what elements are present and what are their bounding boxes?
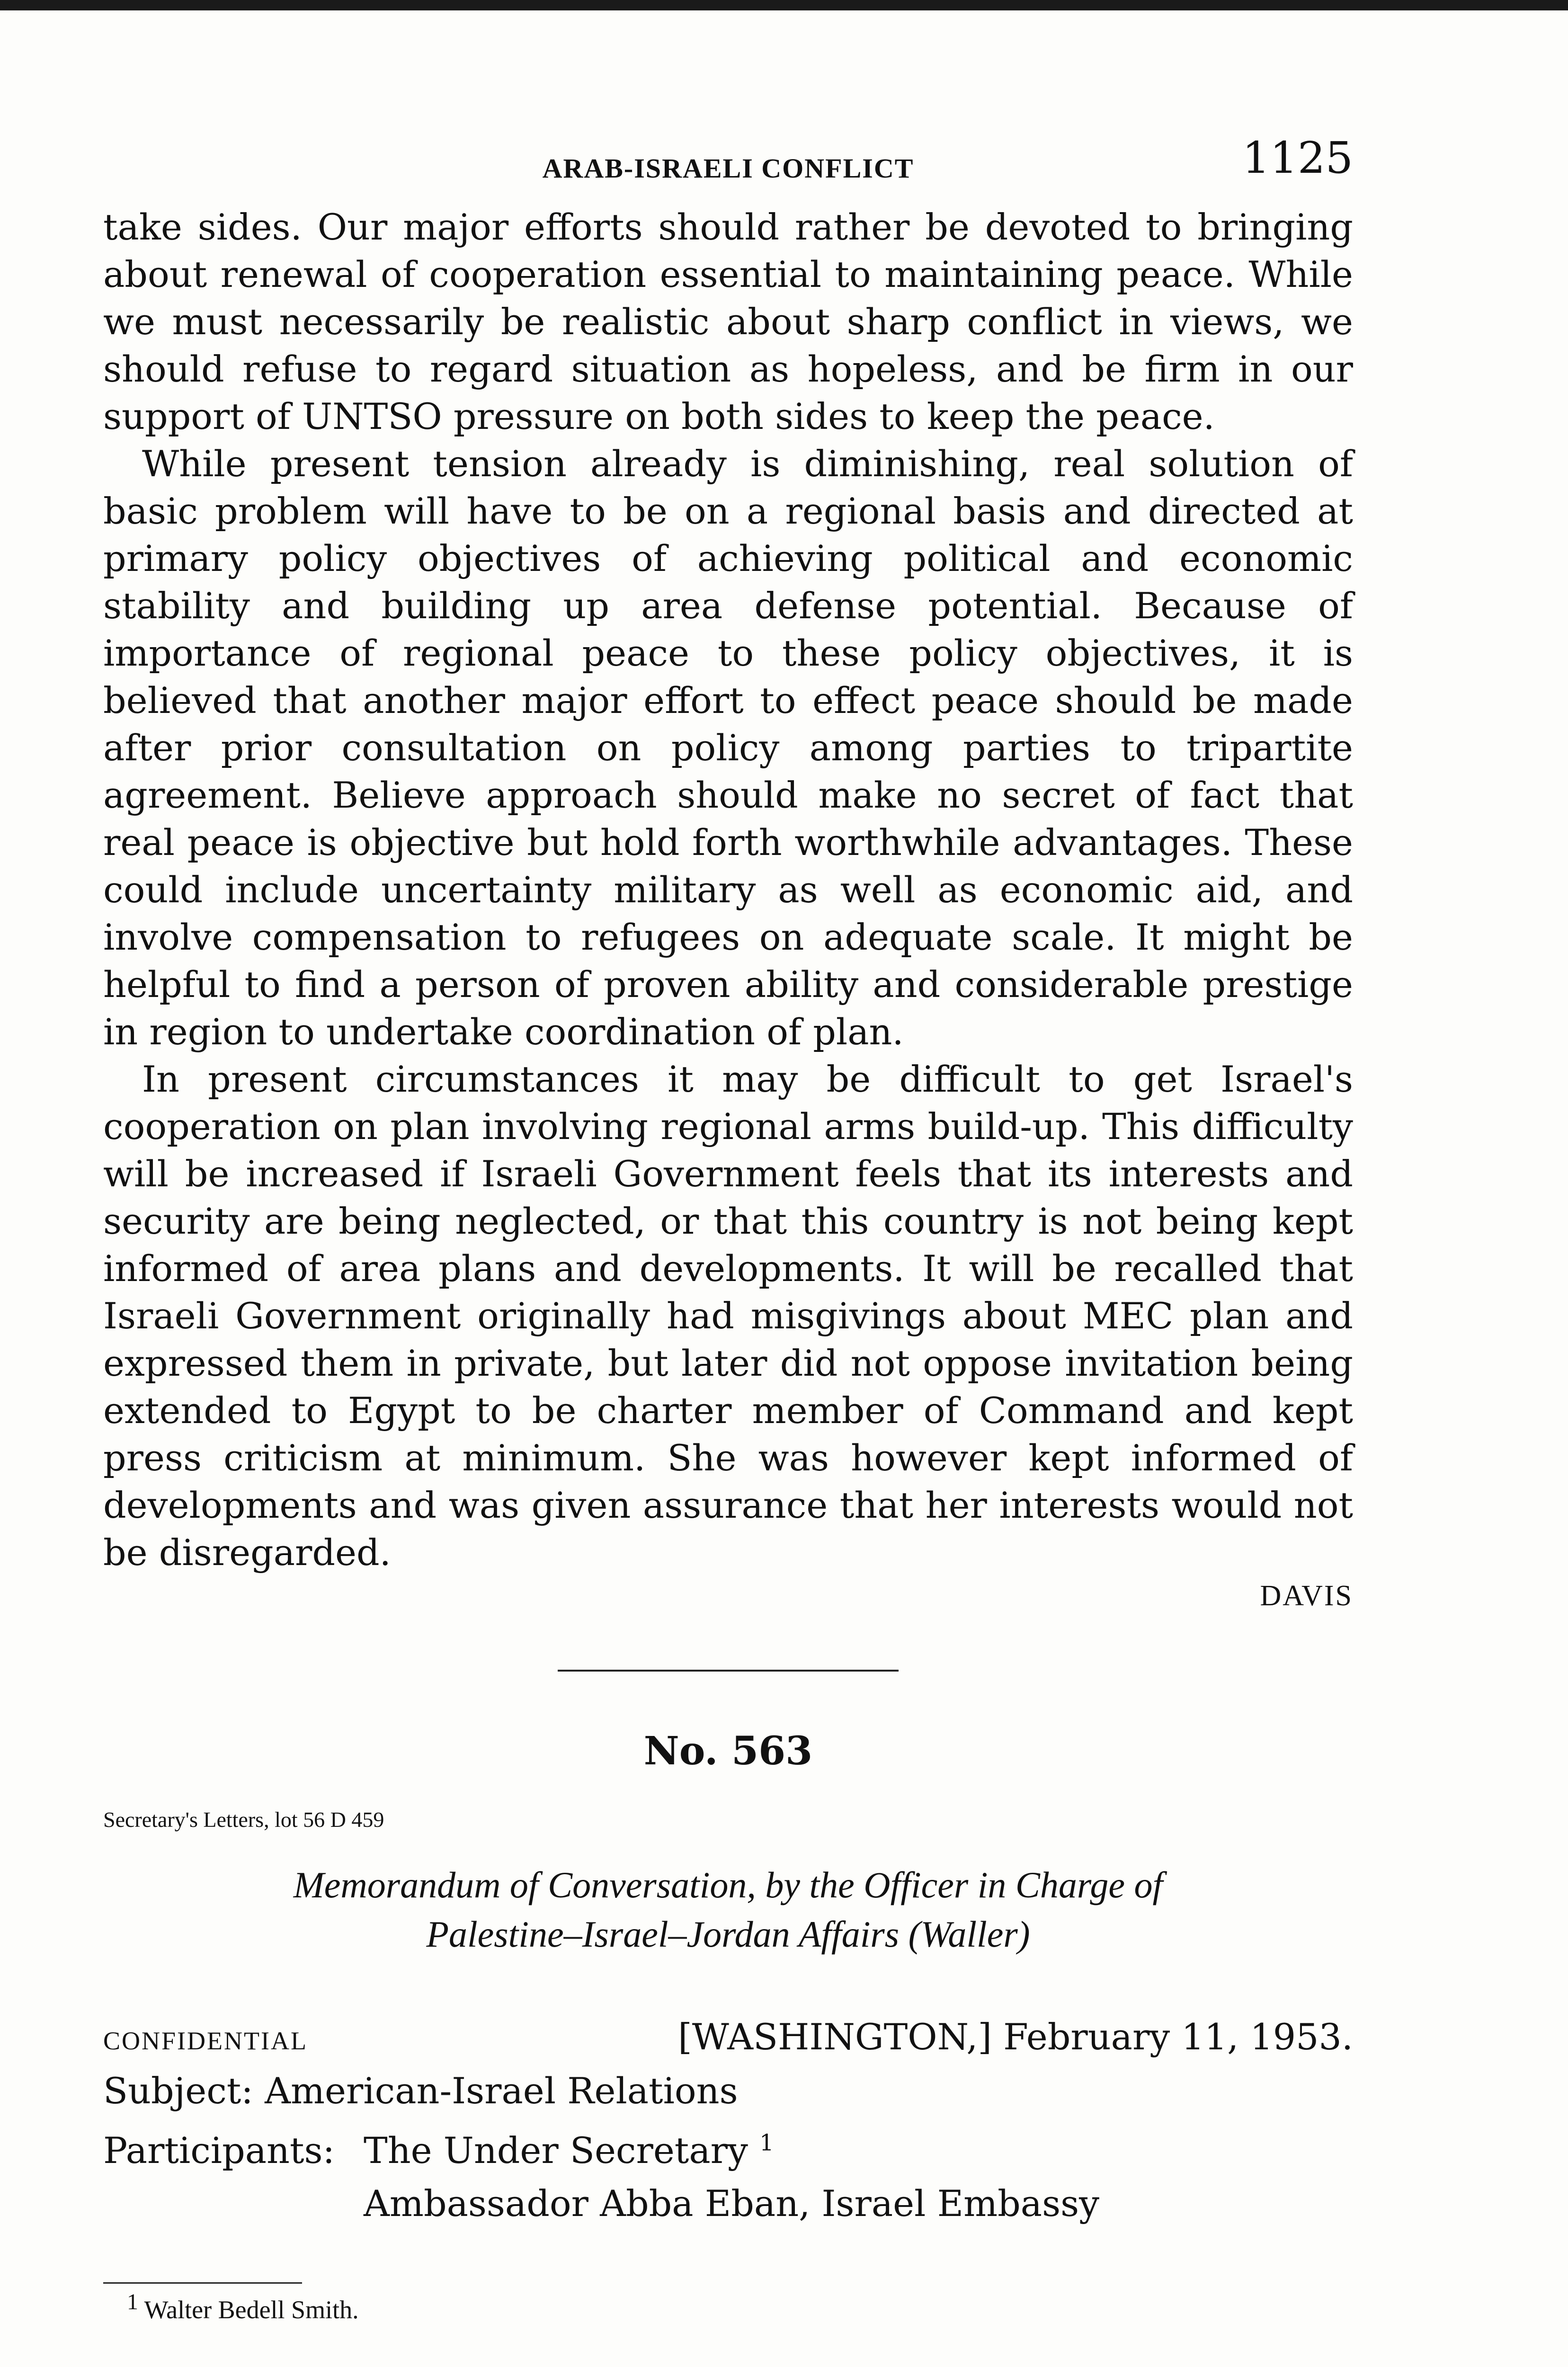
page-number: 1125 [1242, 133, 1353, 183]
memo-title-line-1: Memorandum of Conversation, by the Officer in Charge of [293, 1864, 1163, 1905]
paragraph-2: While present tension already is diminishing, real solution of basic problem will have to be on a regional basis and directed at primary policy objectives of achieving political and economic stability and building up area defense potential. Because of importance of regional peace to these policy objectives, it is believed that another major effort to effect peace should be made after prior consultation on policy among parties to tripartite agreement. Believe approach should make no secret of fact that real peace is objective but hold forth worthwhile advantages. These could include uncertainty military as well as economic aid, and involve compensation to refugees on adequate scale. It might be helpful to find a person of proven ability and considerable prestige in region to undertake coordination of plan. [103, 443, 1353, 1053]
top-edge-rule [0, 0, 1568, 10]
footnote-1-marker: 1 [127, 2289, 138, 2314]
running-header [103, 133, 1353, 204]
document-number: No. 563 [643, 1728, 813, 1774]
participant-2: Ambassador Abba Eban, Israel Embassy [364, 2182, 1100, 2225]
paragraph-3: In present circumstances it may be difficult to get Israel's cooperation on plan involving regional arms build-up. This difficulty will be increased if Israeli Government feels that its interests and security are being neglected, or that this country is not being kept informed of area plans and developments. It will be recalled that Israeli Government originally had misgivings about MEC plan and expressed them in private, but later did not oppose invitation being extended to Egypt to be charter member of Command and kept press criticism at minimum. She was however kept informed of developments and was given assurance that her interests would not be disregarded. [103, 1058, 1353, 1574]
paragraph-1: take sides. Our major efforts should rather be devoted to bringing about renewal of cooperation essential to maintaining peace. While we must necessarily be realistic about sharp conflict in views, we should refuse to regard situation as hopeless, and be firm in our support of UNTSO pressure on both sides to keep the peace. [103, 206, 1353, 437]
memo-title-line-2: Palestine–Israel–Jordan Affairs (Waller) [426, 1913, 1030, 1955]
classification-row [103, 2016, 1353, 2058]
place-date: [WASHINGTON,] February 11, 1953. [678, 2016, 1353, 2058]
classification-label: CONFIDENTIAL [103, 2027, 308, 2055]
participant-1-name: The Under Secretary [364, 2129, 748, 2171]
participant-1 [364, 2124, 1099, 2177]
footnote-marker: 1 [759, 2129, 774, 2156]
footnote-rule [103, 2282, 302, 2284]
footnote-1-text: Walter Bedell Smith. [144, 2296, 359, 2324]
body-text [103, 204, 1353, 1576]
participants-label: Participants: [103, 2129, 335, 2171]
running-title: ARAB-ISRAELI CONFLICT [542, 153, 914, 184]
subject-line: Subject: American-Israel Relations [103, 2070, 738, 2112]
signature: DAVIS [1260, 1580, 1353, 1612]
participants-list [364, 2124, 1099, 2230]
section-divider [558, 1670, 899, 1672]
footnote-1 [103, 2289, 1353, 2324]
participants-block [103, 2124, 1353, 2230]
source-note: Secretary's Letters, lot 56 D 459 [103, 1807, 384, 1832]
memo-title [103, 1860, 1353, 1959]
document-page [103, 133, 1353, 2324]
